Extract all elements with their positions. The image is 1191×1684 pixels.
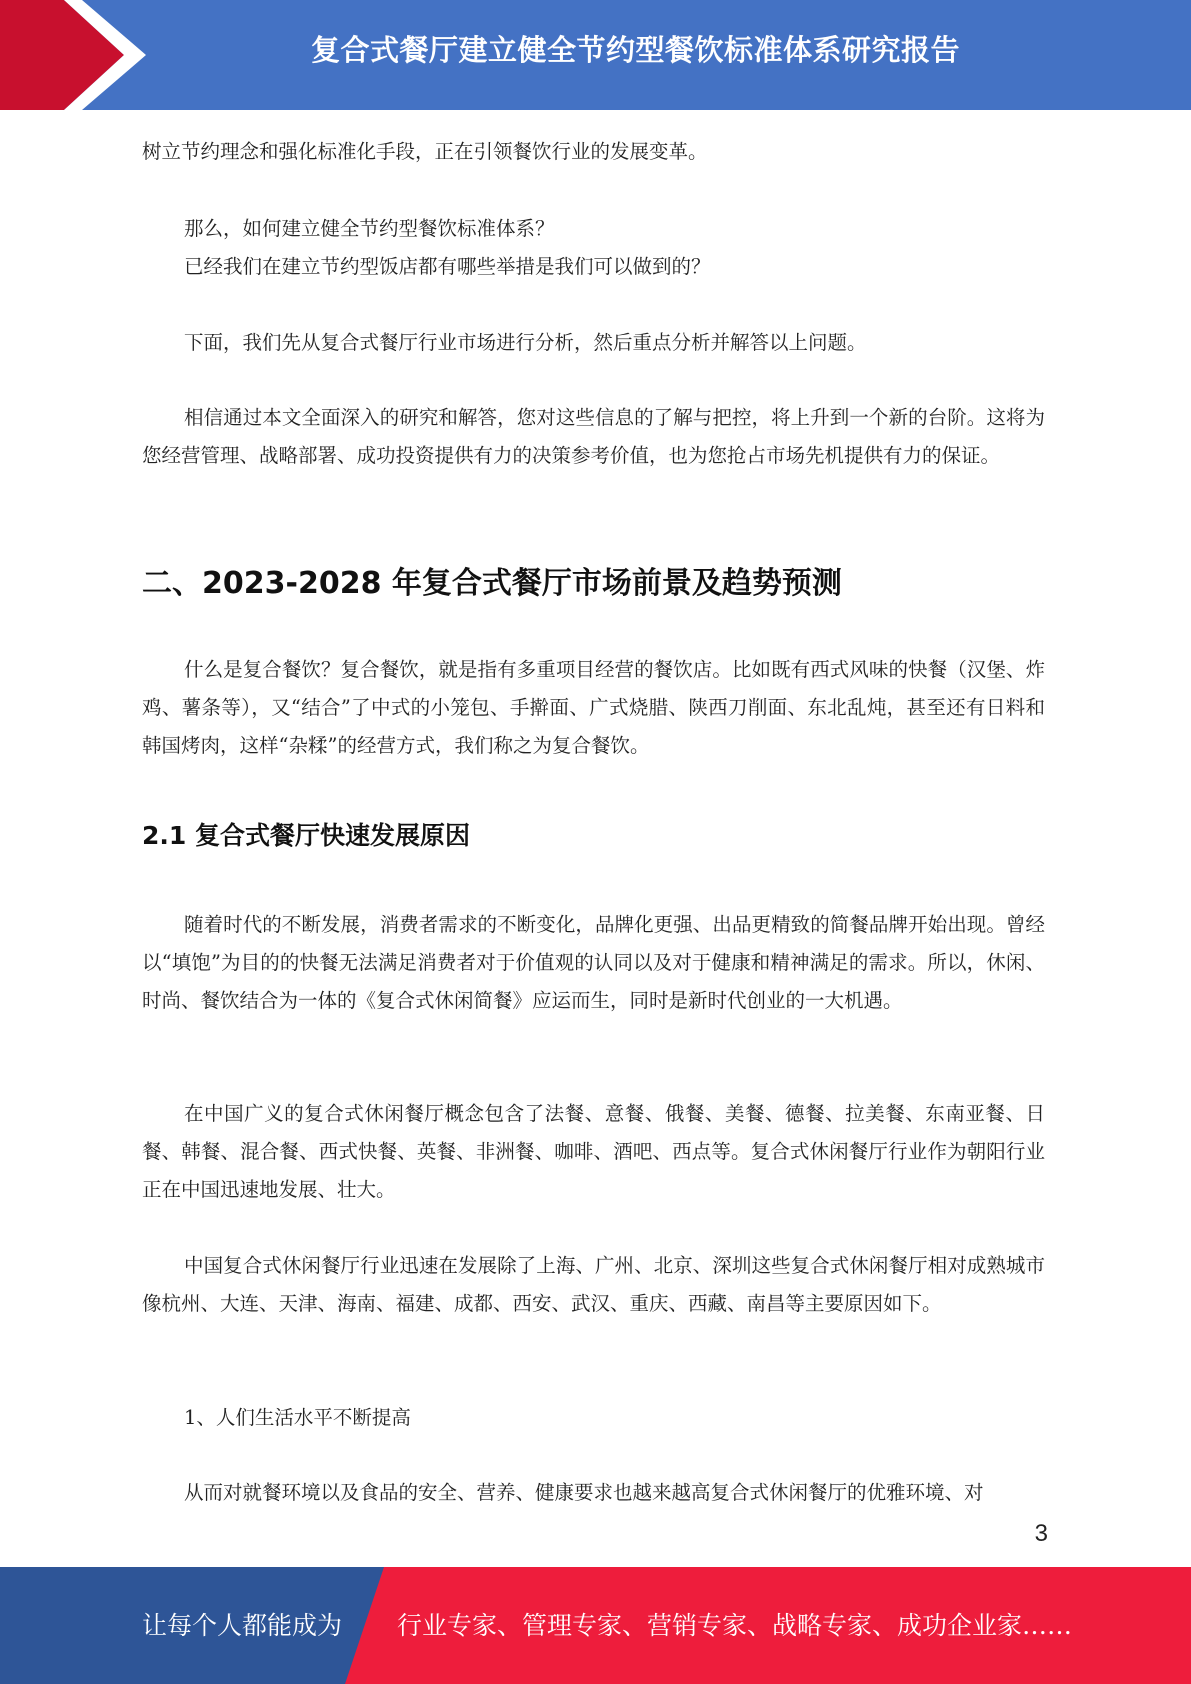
footer-slogan-left: 让每个人都能成为 bbox=[142, 1611, 343, 1640]
footer-slogan-right: 行业专家、管理专家、营销专家、战略专家、成功企业家…… bbox=[397, 1611, 1073, 1640]
report-title: 复合式餐厅建立健全节约型餐饮标准体系研究报告 bbox=[310, 33, 960, 67]
subsection-heading: 2.1 复合式餐厅快速发展原因 bbox=[142, 821, 470, 850]
paragraph-definition: 什么是复合餐饮？复合餐饮，就是指有多重项目经营的餐饮店。比如既有西式风味的快餐（汉堡、炸鸡、薯条等），又“结合”了中式的小笼包、手擀面、广式烧腊、陕西刀削面、东北乱炖，甚至还有日料和韩国烤肉，这样“杂糅”的经营方式，我们称之为复合餐饮。 bbox=[142, 658, 1045, 757]
paragraph-concept: 在中国广义的复合式休闲餐厅概念包含了法餐、意餐、俄餐、美餐、德餐、拉美餐、东南亚餐、日餐、韩餐、混合餐、西式快餐、英餐、非洲餐、咖啡、酒吧、西点等。复合式休闲餐厅行业作为朝阳行业正在中国迅速地发展、壮大。 bbox=[142, 1102, 1045, 1201]
question-1: 那么，如何建立健全节约型餐饮标准体系？ bbox=[184, 217, 555, 240]
paragraph-cities: 中国复合式休闲餐厅行业迅速在发展除了上海、广州、北京、深圳这些复合式休闲餐厅相对成熟城市像杭州、大连、天津、海南、福建、成都、西安、武汉、重庆、西藏、南昌等主要原因如下。 bbox=[142, 1254, 1045, 1315]
section-heading: 二、2023-2028 年复合式餐厅市场前景及趋势预测 bbox=[142, 566, 842, 601]
header-arrow-decoration bbox=[0, 0, 160, 110]
paragraph-reasons: 随着时代的不断发展，消费者需求的不断变化，品牌化更强、出品更精致的简餐品牌开始出现。曾经以“填饱”为目的的快餐无法满足消费者对于价值观的认同以及对于健康和精神满足的需求。所以，休闲、时尚、餐饮结合为一体的《复合式休闲简餐》应运而生，同时是新时代创业的一大机遇。 bbox=[142, 913, 1045, 1012]
paragraph-analysis: 下面，我们先从复合式餐厅行业市场进行分析，然后重点分析并解答以上问题。 bbox=[184, 331, 867, 354]
list-item-1: 1、人们生活水平不断提高 bbox=[184, 1406, 411, 1429]
paragraph-environment: 从而对就餐环境以及食品的安全、营养、健康要求也越来越高复合式休闲餐厅的优雅环境、对 bbox=[184, 1481, 984, 1504]
question-2: 已经我们在建立节约型饭店都有哪些举措是我们可以做到的？ bbox=[184, 255, 711, 278]
page-header bbox=[0, 0, 1191, 110]
paragraph-intro: 树立节约理念和强化标准化手段，正在引领餐饮行业的发展变革。 bbox=[142, 140, 708, 163]
paragraph-value: 相信通过本文全面深入的研究和解答，您对这些信息的了解与把控，将上升到一个新的台阶。这将为您经营管理、战略部署、成功投资提供有力的决策参考价值，也为您抢占市场先机提供有力的保证。 bbox=[142, 406, 1045, 467]
page-footer bbox=[0, 1567, 1191, 1684]
page-number: 3 bbox=[1034, 1520, 1048, 1547]
